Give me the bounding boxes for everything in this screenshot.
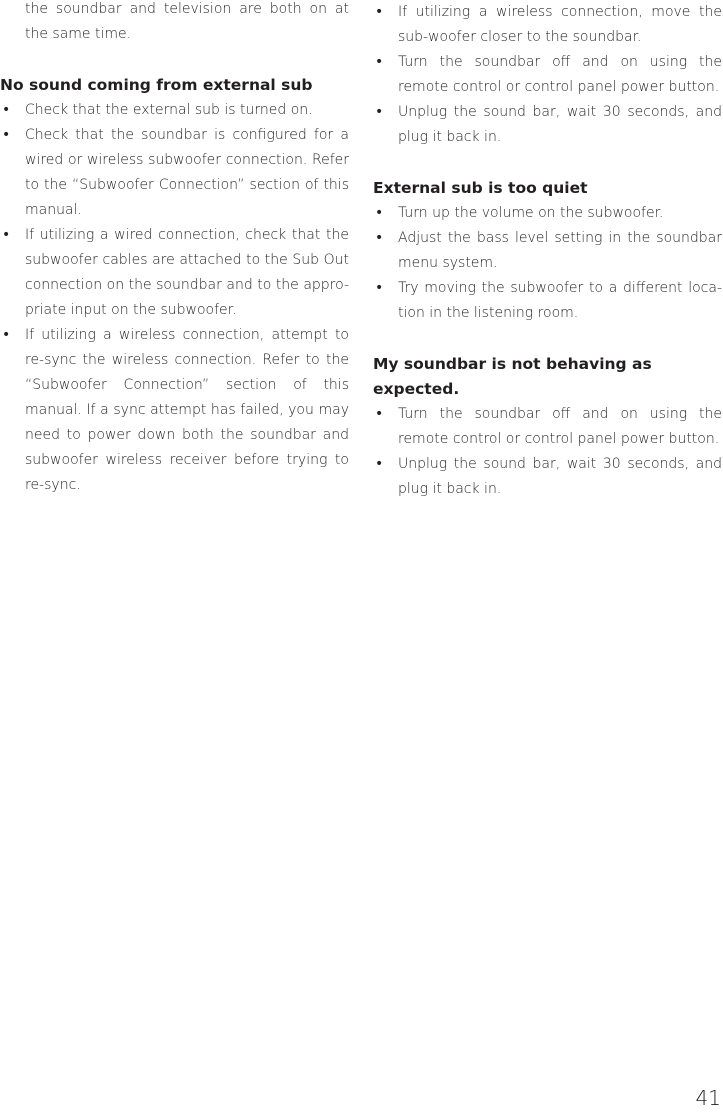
page-number: 41	[695, 1086, 721, 1110]
bullet-icon: •	[2, 102, 11, 118]
right-column	[373, 0, 722, 502]
bullet-icon: •	[375, 4, 384, 20]
bullet-icon: •	[375, 406, 384, 422]
section-external-sub-too-quiet	[373, 176, 722, 326]
bullet-icon: •	[375, 456, 384, 472]
bullet-icon: •	[375, 280, 384, 296]
left-column	[0, 0, 349, 498]
list-item: • Turn the soundbar off and on using the remote control or control panel power button.	[373, 402, 722, 452]
bullet-icon: •	[375, 104, 384, 120]
section-heading: My soundbar is not behaving as expected.	[373, 355, 652, 398]
list-item: • Adjust the bass level setting in the soundbar menu system.	[373, 226, 722, 276]
section-continued	[373, 0, 722, 150]
bullet-icon: •	[375, 230, 384, 246]
list-item: • Unplug the sound bar, wait 30 seconds, and plug it back in.	[373, 100, 722, 150]
bullet-list	[373, 201, 722, 326]
section-no-sound-external-sub	[0, 73, 349, 498]
section-soundbar-not-behaving	[373, 352, 722, 502]
bullet-icon: •	[375, 54, 384, 70]
list-item: • If utilizing a wired connection, check that the subwoofer cables are attached to the Sub Out connection on the soundbar and to the appro-priate input on the subwoofer.	[0, 223, 349, 323]
list-item: • Unplug the sound bar, wait 30 seconds, and plug it back in.	[373, 452, 722, 502]
list-item: • Turn the soundbar off and on using the remote control or control panel power button.	[373, 50, 722, 100]
list-item: • Try moving the subwoofer to a different loca-tion in the listening room.	[373, 276, 722, 326]
list-item: • If utilizing a wireless connection, move the sub-woofer closer to the soundbar.	[373, 0, 722, 50]
section-heading: No sound coming from external sub	[0, 76, 313, 94]
bullet-list	[373, 402, 722, 502]
section-heading: External sub is too quiet	[373, 179, 588, 197]
list-item: • If utilizing a wireless connection, attempt to re-sync the wireless connection. Refer to the “Subwoofer Connection” section of this manual. If a sync attempt has failed, you may need to power down both the soundbar and subwoofer wireless receiver before trying to re-sync.	[0, 323, 349, 498]
bullet-icon: •	[2, 127, 11, 143]
bullet-icon: •	[375, 205, 384, 221]
list-item: • Check that the soundbar is configured for a wired or wireless subwoofer connection. Refer to the “Subwoofer Connection” section of this manual.	[0, 123, 349, 223]
continued-paragraph: the soundbar and television are both on at the same time.	[25, 1, 349, 42]
list-item: • Check that the external sub is turned on.	[0, 98, 349, 123]
list-item: • Turn up the volume on the subwoofer.	[373, 201, 722, 226]
bullet-list	[0, 98, 349, 498]
bullet-icon: •	[2, 327, 11, 343]
bullet-icon: •	[2, 227, 11, 243]
bullet-list	[373, 0, 722, 150]
